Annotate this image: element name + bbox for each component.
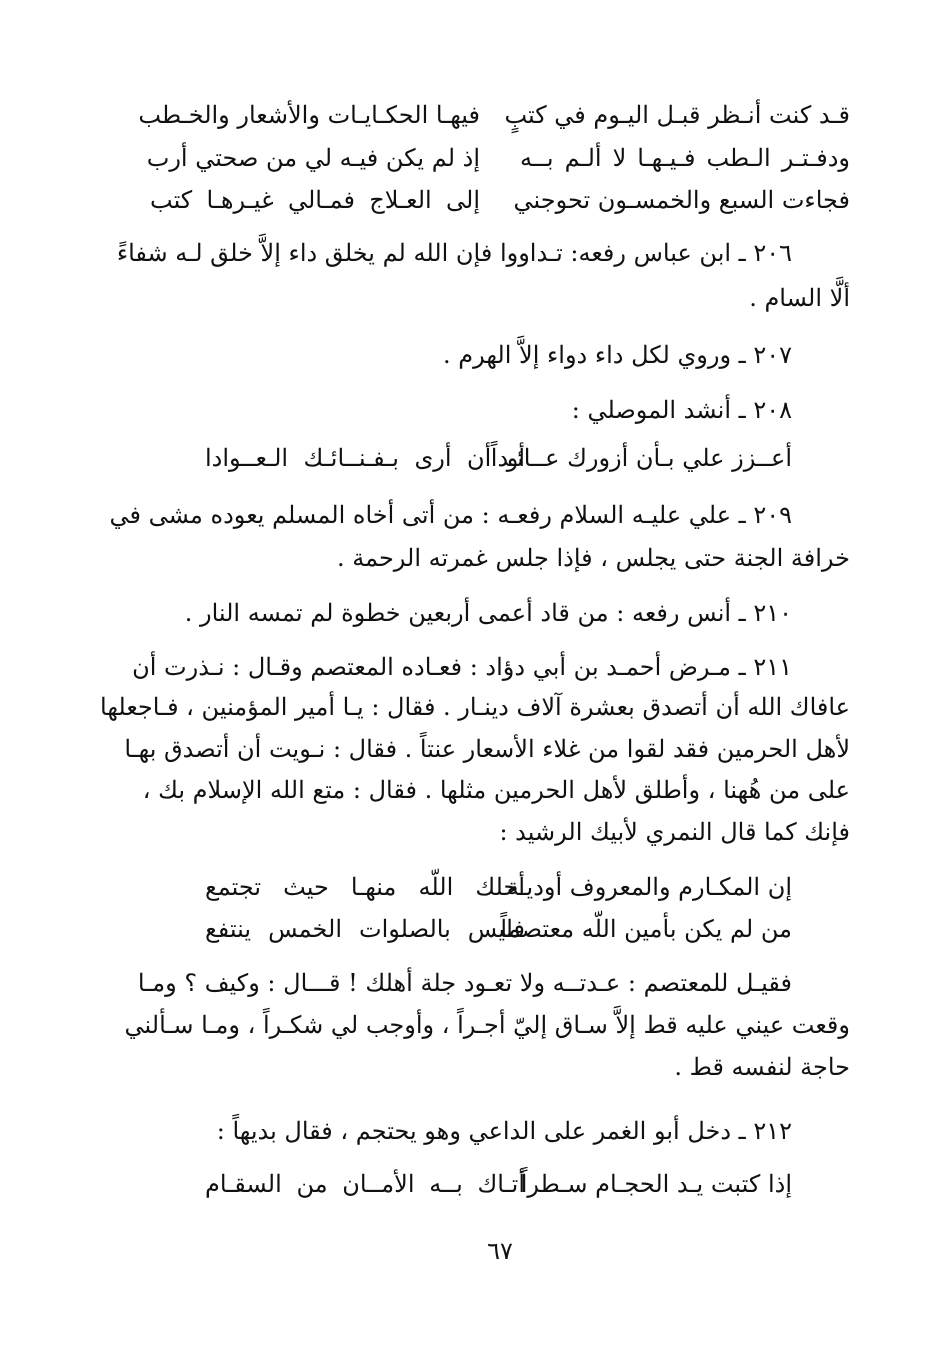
paragraph-211-line: لأهل الحرمين فقد لقوا من غلاء الأسعار عنتاً . فقال : نـويت أن أتصدق بهـا [124, 735, 850, 763]
paragraph-210: ٢١٠ ـ أنس رفعه : من قاد أعمى أربعين خطوة لم تمسه النار . [184, 599, 792, 627]
verse-second-hemistich: إذ لم يكن فيـه لي من صحتي أرب [146, 144, 480, 172]
paragraph-211-line: على من هُهنا ، وأطلق لأهل الحرمين مثلها . فقال : متع الله الإسلام بك ، [142, 776, 850, 804]
verse-first-hemistich: من لم يكن بأمين اللّه معتصماً [500, 915, 792, 943]
poem-verse [150, 870, 850, 904]
poem-verse [146, 141, 850, 175]
paragraph-209-line: خرافة الجنة حتى يجلس ، فإذا جلس غمرته الرحمة . [336, 544, 850, 572]
verse-second-hemistich: فليس بالصلوات الخمس ينتفع [205, 915, 525, 943]
paragraph-211-continuation-line: فقيـل للمعتصم : عـدتــه ولا تعـود جلة أهلك ! قـــال : وكيف ؟ ومـا [137, 969, 792, 997]
paragraph-211-line: فإنك كما قال النمري لأبيك الرشيد : [499, 818, 850, 846]
verse-second-hemistich: أتـاك بــه الأمــان من السقـام [205, 1170, 525, 1198]
paragraph-206-line: ٢٠٦ ـ ابن عباس رفعه: تـداووا فإن الله لم يخلق داء إلاَّ خلق لـه شفاءً [116, 239, 792, 267]
paragraph-209-line: ٢٠٩ ـ علي عليـه السلام رفعـه : من أتى أخاه المسلم يعوده مشى في [109, 501, 792, 529]
poem-verse [150, 183, 850, 217]
verse-first-hemistich: ودفـتـر الـطب فـيـهـا لا ألـم بــه [520, 144, 850, 172]
verse-first-hemistich: أعــزز علي بـأن أزورك عــائـداً [490, 444, 792, 472]
verse-second-hemistich: إلى العـلاج فمـالي غيـرهـا كتب [150, 186, 480, 214]
paragraph-212: ٢١٢ ـ دخل أبو الغمر على الداعي وهو يحتجم ، فقال بديهاً : [216, 1117, 792, 1145]
verse-first-hemistich: إن المكـارم والمعروف أوديـة [506, 873, 792, 901]
paragraph-211-line: ٢١١ ـ مـرض أحمـد بن أبي دؤاد : فعـاده المعتصم وقـال : نـذرت أن [132, 653, 792, 681]
verse-first-hemistich: قـد كنت أنـظر قبـل اليـوم في كتبٍ [504, 101, 850, 129]
page-number: ٦٧ [487, 1237, 513, 1265]
verse-first-hemistich: فجاءت السبع والخمسـون تحوجني [513, 186, 850, 214]
book-page [100, 0, 850, 1370]
paragraph-211-line: عافاك الله أن أتصدق بعشرة آلاف دينـار . فقال : يـا أمير المؤمنين ، فـاجعلها [100, 693, 850, 721]
verse-first-hemistich: إذا كتبت يـد الحجـام سـطراً [520, 1170, 792, 1198]
paragraph-206-line: ألَّا السام . [749, 284, 850, 312]
poem-verse [150, 441, 850, 475]
paragraph-211-continuation-line: حاجة لنفسه قط . [674, 1053, 850, 1081]
poem-verse [150, 912, 850, 946]
poem-verse [150, 1167, 850, 1201]
paragraph-211-continuation-line: وقعت عيني عليه قط إلاَّ سـاق إليّ أجـراً ، وأوجب لي شكـراً ، ومـا سـألني [124, 1011, 850, 1039]
verse-second-hemistich: أو أن أرى بـفـنــائـك الـعــوادا [205, 444, 525, 472]
paragraph-207: ٢٠٧ ـ وروي لكل داء دواء إلاَّ الهرم . [442, 341, 792, 369]
poem-verse [138, 98, 850, 132]
verse-second-hemistich: أحلك اللّه منهـا حيث تجتمع [205, 873, 525, 901]
paragraph-208: ٢٠٨ ـ أنشد الموصلي : [571, 396, 792, 424]
verse-second-hemistich: فيهـا الحكـايـات والأشعار والخـطب [138, 101, 480, 129]
